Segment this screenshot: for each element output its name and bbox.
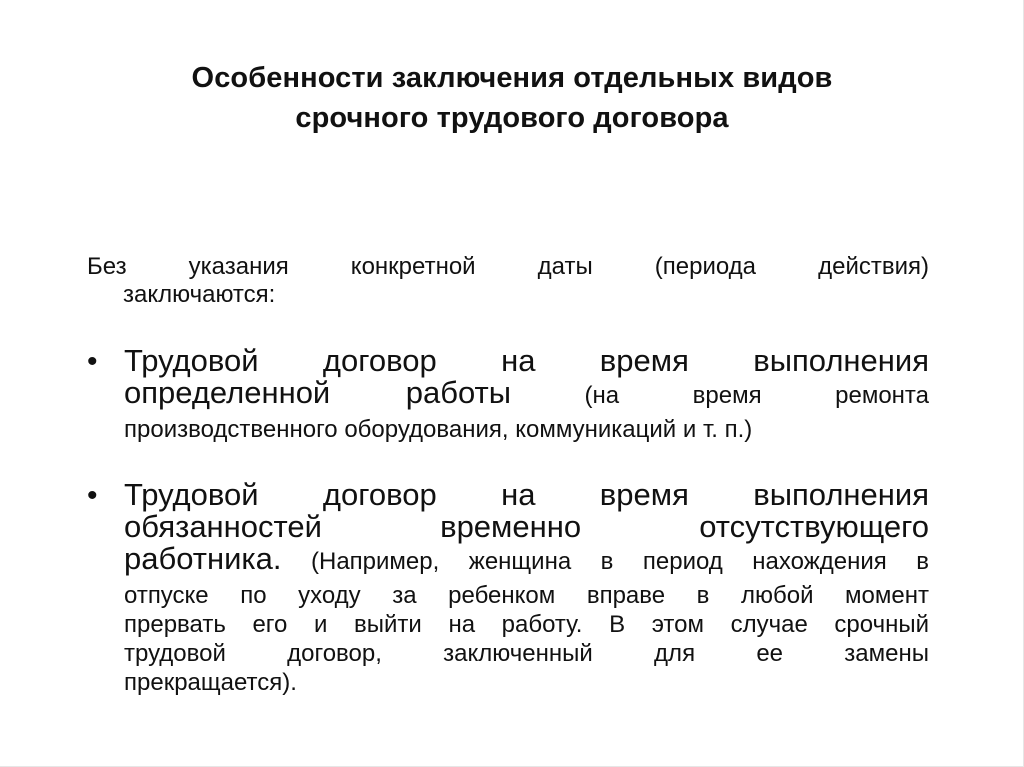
bullet-2-line-3-note: (Например, женщина в период нахождения в bbox=[281, 548, 929, 575]
bullet-2-line-5: прервать его и выйти на работу. В этом случае срочный bbox=[124, 611, 929, 638]
slide-title bbox=[112, 58, 912, 138]
slide-title-line-2: срочного трудового договора bbox=[295, 102, 729, 134]
bullet-1-line-3: производственного оборудования, коммуникаций и т. п.) bbox=[124, 416, 753, 443]
bullet-1-line-2-main: определенной работы bbox=[124, 375, 512, 410]
intro-paragraph bbox=[87, 253, 929, 309]
bullet-2-line-7: прекращается). bbox=[124, 669, 297, 696]
bullet-body bbox=[124, 479, 929, 697]
bullet-1-line-2 bbox=[124, 377, 929, 415]
intro-line-1: Без указания конкретной даты (периода действия) bbox=[87, 253, 929, 280]
bullet-2-line-6: трудовой договор, заключенный для ее замены bbox=[124, 640, 929, 667]
bullet-2-line-3 bbox=[124, 543, 929, 581]
bullet-2-line-1: Трудовой договор на время выполнения bbox=[124, 477, 929, 512]
slide-title-line-1: Особенности заключения отдельных видов bbox=[191, 62, 833, 94]
bullet-1-line-2-note: (на время ремонта bbox=[511, 382, 929, 409]
bullet-2-line-2: обязанностей временно отсутствующего bbox=[124, 509, 929, 544]
bullet-1-line-1: Трудовой договор на время выполнения bbox=[124, 343, 929, 378]
bullet-marker: • bbox=[87, 345, 98, 378]
bullet-2-line-3-main: работника. bbox=[124, 541, 282, 576]
intro-line-2: заключаются: bbox=[123, 281, 276, 308]
bullet-item-absent-worker bbox=[87, 479, 929, 697]
bullet-body bbox=[124, 345, 929, 444]
bullet-item-fixed-work bbox=[87, 345, 929, 444]
bullet-marker: • bbox=[87, 479, 98, 512]
bullet-2-line-4: отпуске по уходу за ребенком вправе в любой момент bbox=[124, 582, 929, 609]
